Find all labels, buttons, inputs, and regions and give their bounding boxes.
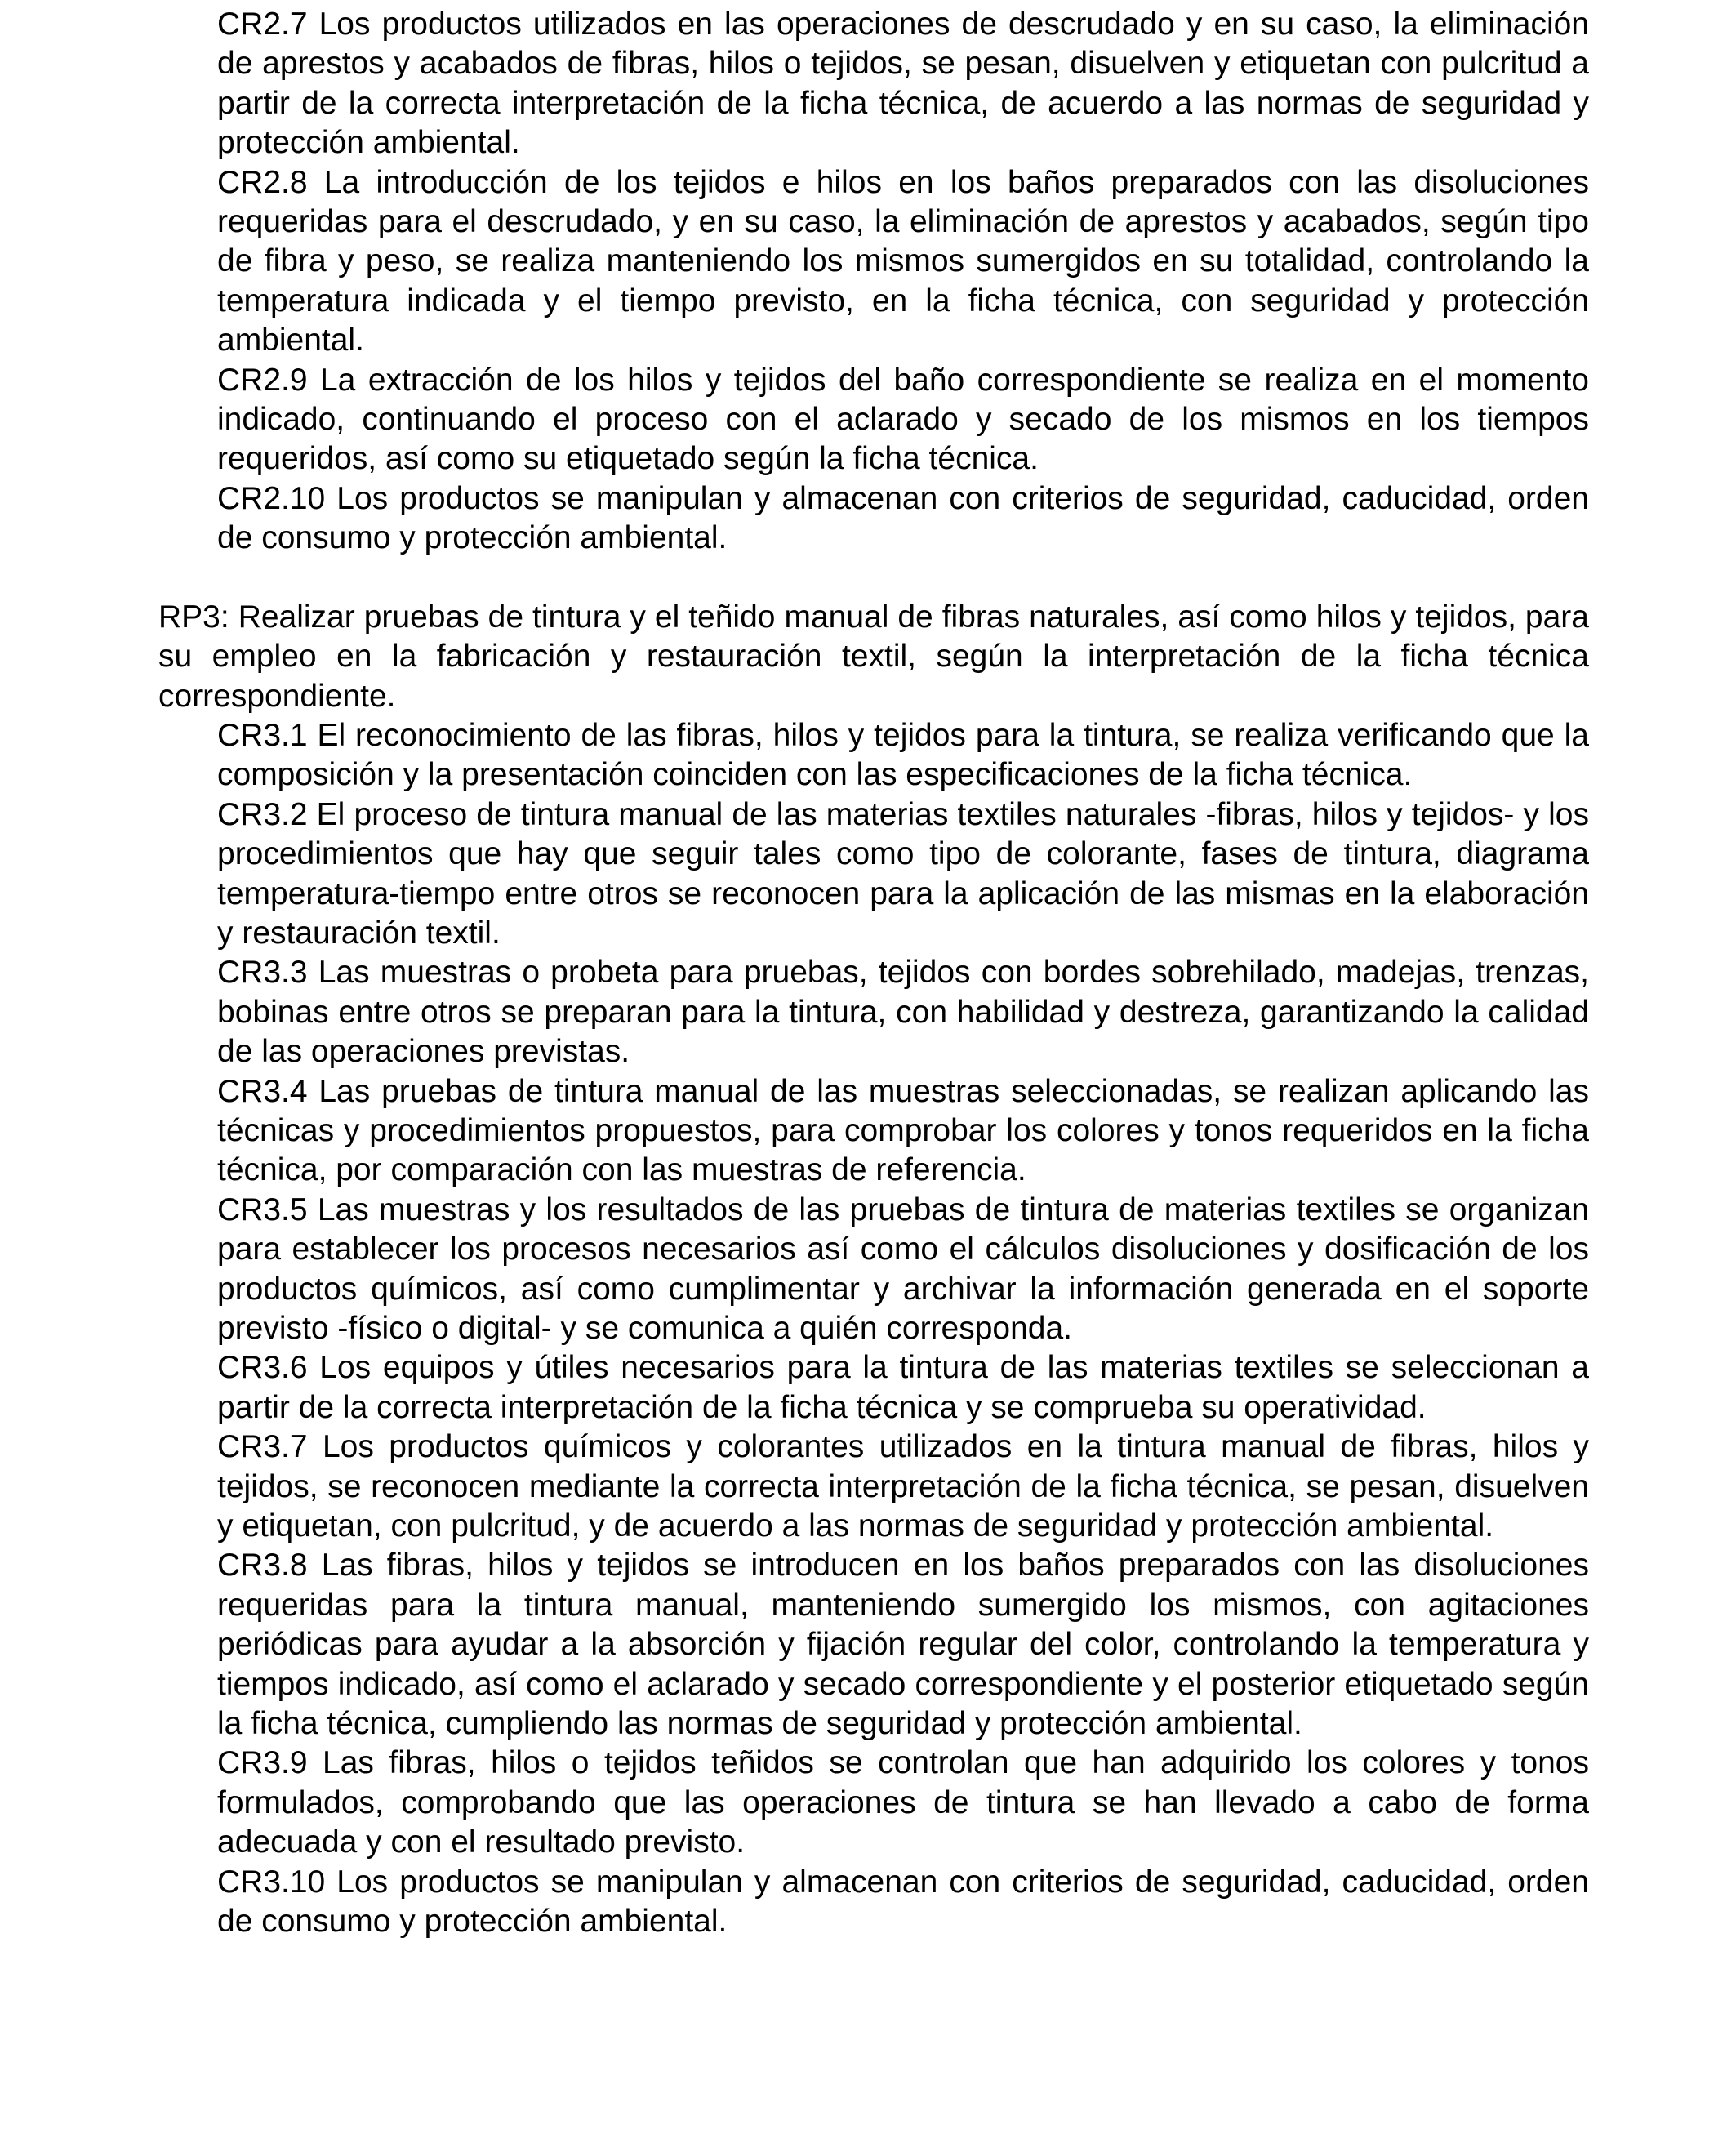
criterion-cr2-9: CR2.9 La extracción de los hilos y tejidos del baño correspondiente se realiza en el momento indicado, continuando el proceso con el aclarado y secado de los mismos en los tiempos requeridos, así como su etiquetado según la ficha técnica. <box>217 362 1589 477</box>
criterion-cr3-6: CR3.6 Los equipos y útiles necesarios para la tintura de las materias textiles se seleccionan a partir de la correcta interpretación de la ficha técnica y se comprueba su operatividad. <box>217 1350 1589 1425</box>
criterion-cr3-10: CR3.10 Los productos se manipulan y almacenan con criterios de seguridad, caducidad, orden de consumo y protección ambiental. <box>217 1864 1589 1940</box>
criterion-cr2-7: CR2.7 Los productos utilizados en las operaciones de descrudado y en su caso, la eliminación de aprestos y acabados de fibras, hilos o tejidos, se pesan, disuelven y etiquetan con pulcritud a partir de la correcta interpretación de la ficha técnica, de acuerdo a las normas de seguridad y protección ambiental. <box>217 7 1589 161</box>
criterion-cr3-8: CR3.8 Las fibras, hilos y tejidos se introducen en los baños preparados con las disoluciones requeridas para la tintura manual, manteniendo sumergido los mismos, con agitaciones periódicas para ayudar a la absorción y fijación regular del color, controlando la temperatura y tiempos indicado, así como el aclarado y secado correspondiente y el posterior etiquetado según la ficha técnica, cumpliendo las normas de seguridad y protección ambiental. <box>217 1548 1589 1742</box>
criterion-cr3-4: CR3.4 Las pruebas de tintura manual de las muestras seleccionadas, se realizan aplicando las técnicas y procedimientos propuestos, para comprobar los colores y tonos requeridos en la ficha técnica, por comparación con las muestras de referencia. <box>217 1073 1589 1188</box>
criterion-cr3-2: CR3.2 El proceso de tintura manual de las materias textiles naturales -fibras, hilos y tejidos- y los procedimientos que hay que seguir tales como tipo de colorante, fases de tintura, diagrama temperatura-tiempo entre otros se reconocen para la aplicación de las mismas en la elaboración y restauración textil. <box>217 796 1589 951</box>
rp3-criteria-list <box>158 716 1589 1942</box>
document-body <box>158 5 1589 1942</box>
rp3-heading: RP3: Realizar pruebas de tintura y el teñido manual de fibras naturales, así como hilos y tejidos, para su empleo en la fabricación y restauración textil, según la interpretación de la ficha técnica correspondiente. <box>158 599 1589 714</box>
rp2-criteria-list <box>158 5 1589 559</box>
criterion-cr3-5: CR3.5 Las muestras y los resultados de las pruebas de tintura de materias textiles se organizan para establecer los procesos necesarios así como el cálculos disoluciones y dosificación de los productos químicos, así como cumplimentar y archivar la información generada en el soporte previsto -físico o digital- y se comunica a quién corresponda. <box>217 1192 1589 1346</box>
criterion-cr2-8: CR2.8 La introducción de los tejidos e hilos en los baños preparados con las disoluciones requeridas para el descrudado, y en su caso, la eliminación de aprestos y acabados, según tipo de fibra y peso, se realiza manteniendo los mismos sumergidos en su totalidad, controlando la temperatura indicada y el tiempo previsto, en la ficha técnica, con seguridad y protección ambiental. <box>217 164 1589 359</box>
criterion-cr3-1: CR3.1 El reconocimiento de las fibras, hilos y tejidos para la tintura, se realiza verificando que la composición y la presentación coinciden con las especificaciones de la ficha técnica. <box>217 717 1589 793</box>
criterion-cr3-9: CR3.9 Las fibras, hilos o tejidos teñidos se controlan que han adquirido los colores y tonos formulados, comprobando que las operaciones de tintura se han llevado a cabo de forma adecuada y con el resultado previsto. <box>217 1745 1589 1860</box>
criterion-cr2-10: CR2.10 Los productos se manipulan y almacenan con criterios de seguridad, caducidad, orden de consumo y protección ambiental. <box>217 480 1589 556</box>
criterion-cr3-3: CR3.3 Las muestras o probeta para pruebas, tejidos con bordes sobrehilado, madejas, trenzas, bobinas entre otros se preparan para la tintura, con habilidad y destreza, garantizando la calidad de las operaciones previstas. <box>217 955 1589 1070</box>
criterion-cr3-7: CR3.7 Los productos químicos y colorantes utilizados en la tintura manual de fibras, hilos y tejidos, se reconocen mediante la correcta interpretación de la ficha técnica, se pesan, disuelven y etiquetan, con pulcritud, y de acuerdo a las normas de seguridad y protección ambiental. <box>217 1429 1589 1544</box>
